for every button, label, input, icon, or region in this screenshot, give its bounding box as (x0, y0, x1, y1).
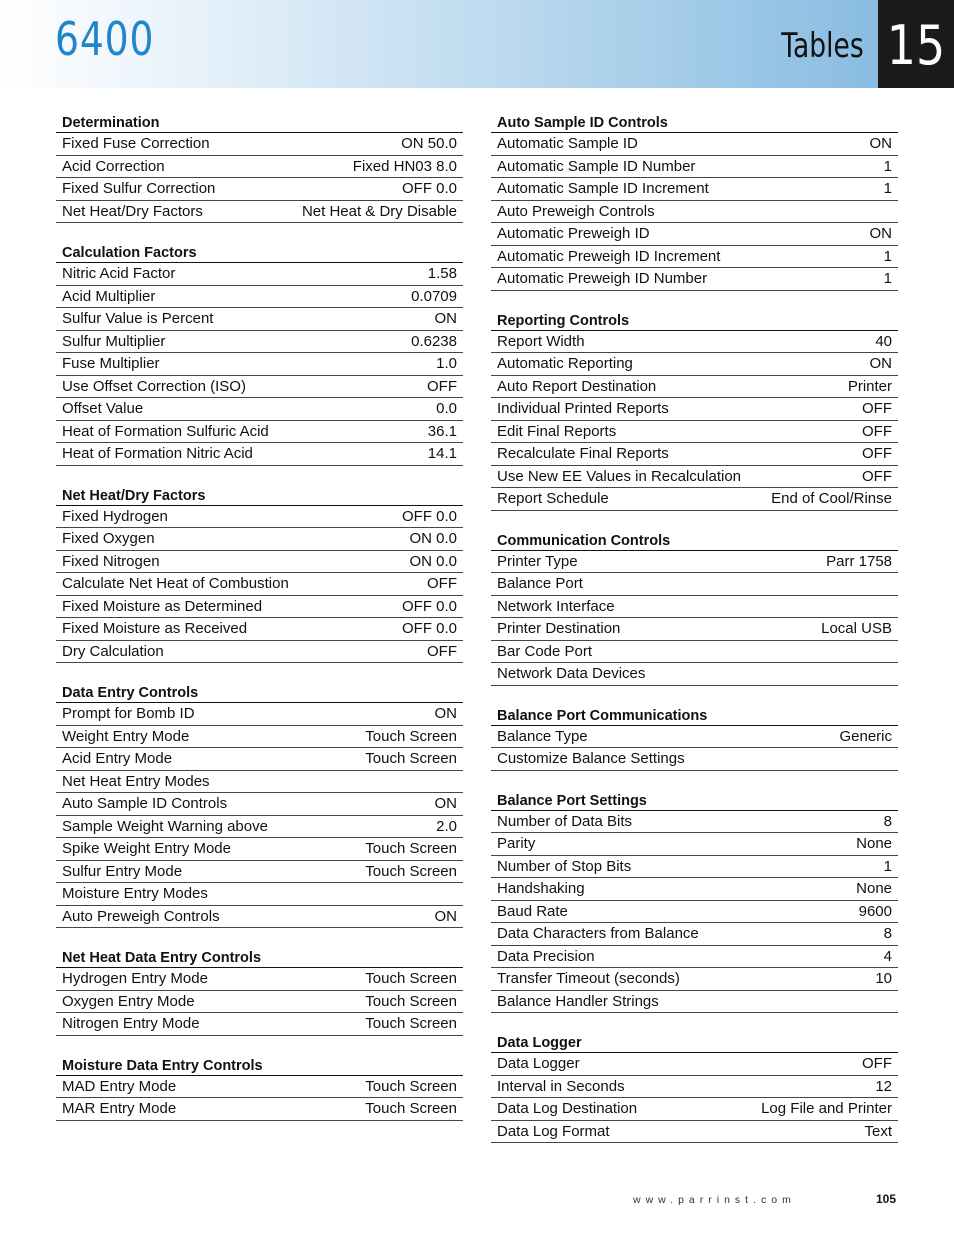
setting-value: Touch Screen (365, 1015, 457, 1033)
table-row (56, 618, 463, 641)
table-row (56, 703, 463, 726)
table-row (56, 991, 463, 1014)
settings-table (491, 792, 898, 1014)
table-title: Net Heat/Dry Factors (56, 487, 463, 506)
page-header (0, 0, 954, 88)
setting-value: OFF (427, 575, 457, 593)
setting-value: 0.0709 (411, 287, 457, 305)
setting-value: 8 (883, 925, 892, 943)
setting-value: Text (864, 1122, 892, 1140)
setting-value: None (856, 835, 892, 853)
setting-label: Automatic Sample ID (497, 135, 638, 153)
table-row (56, 748, 463, 771)
setting-label: Auto Preweigh Controls (62, 907, 220, 925)
setting-label: Network Data Devices (497, 665, 646, 683)
setting-label: Fixed Moisture as Received (62, 620, 248, 638)
setting-label: Automatic Sample ID Increment (497, 180, 709, 198)
model-number: 6400 (55, 12, 155, 66)
setting-value: 1 (883, 857, 892, 875)
setting-label: Net Heat/Dry Factors (62, 202, 203, 220)
setting-value: 0.6238 (411, 332, 457, 350)
page-number: 105 (876, 1192, 897, 1206)
setting-label: Nitric Acid Factor (62, 265, 176, 283)
setting-value: OFF (427, 377, 457, 395)
table-row (56, 1013, 463, 1036)
setting-value: ON (434, 795, 457, 813)
settings-table (56, 114, 463, 223)
settings-table (491, 532, 898, 686)
table-title: Balance Port Communications (491, 707, 898, 726)
setting-value: ON (434, 907, 457, 925)
table-row (56, 286, 463, 309)
setting-label: Use Offset Correction (ISO) (62, 377, 246, 395)
table-row (56, 968, 463, 991)
setting-label: Data Logger (497, 1055, 580, 1073)
setting-label: Network Interface (497, 597, 615, 615)
setting-value: 1 (883, 270, 892, 288)
setting-value: ON (869, 135, 892, 153)
setting-value: 1 (883, 180, 892, 198)
table-row (491, 726, 898, 749)
setting-label: Offset Value (62, 400, 144, 418)
setting-value: ON 0.0 (409, 530, 457, 548)
table-row (56, 641, 463, 664)
table-row (491, 466, 898, 489)
setting-label: Fixed Hydrogen (62, 507, 168, 525)
setting-value: Touch Screen (365, 727, 457, 745)
setting-value: 10 (875, 970, 892, 988)
setting-value: Net Heat & Dry Disable (301, 202, 457, 220)
setting-value: OFF (862, 1055, 892, 1073)
setting-label: Bar Code Port (497, 642, 593, 660)
table-row (56, 528, 463, 551)
setting-label: Acid Entry Mode (62, 750, 173, 768)
table-row (56, 551, 463, 574)
setting-value: ON (869, 225, 892, 243)
setting-value: Touch Screen (365, 750, 457, 768)
settings-table (56, 949, 463, 1036)
settings-table (491, 1034, 898, 1143)
settings-table (491, 707, 898, 771)
setting-label: Report Schedule (497, 490, 609, 508)
setting-value: Generic (839, 727, 892, 745)
table-row (56, 133, 463, 156)
table-row (56, 1098, 463, 1121)
table-row (56, 263, 463, 286)
table-row (491, 133, 898, 156)
setting-label: Number of Data Bits (497, 812, 633, 830)
setting-label: Net Heat Entry Modes (62, 772, 210, 790)
setting-label: MAD Entry Mode (62, 1077, 177, 1095)
table-row (491, 663, 898, 686)
settings-table (56, 487, 463, 664)
setting-value: 12 (875, 1077, 892, 1095)
setting-value: ON 0.0 (409, 552, 457, 570)
table-row (491, 878, 898, 901)
table-title: Reporting Controls (491, 312, 898, 331)
setting-label: Edit Final Reports (497, 422, 617, 440)
table-row (56, 596, 463, 619)
table-row (491, 991, 898, 1014)
table-row (56, 573, 463, 596)
table-row (491, 353, 898, 376)
table-row (491, 641, 898, 664)
chapter-number: 15 (886, 14, 946, 77)
table-row (491, 376, 898, 399)
table-row (491, 488, 898, 511)
setting-label: Oxygen Entry Mode (62, 992, 195, 1010)
table-row (56, 883, 463, 906)
setting-label: Auto Preweigh Controls (497, 202, 655, 220)
table-row (491, 1098, 898, 1121)
setting-label: Baud Rate (497, 902, 568, 920)
table-row (56, 376, 463, 399)
setting-label: Customize Balance Settings (497, 750, 685, 768)
setting-label: Sulfur Multiplier (62, 332, 166, 350)
setting-label: Balance Port (497, 575, 583, 593)
setting-value: Touch Screen (365, 1077, 457, 1095)
setting-value: Printer (847, 377, 892, 395)
table-row (491, 1121, 898, 1144)
setting-value: 1.0 (436, 355, 457, 373)
setting-label: Fixed Moisture as Determined (62, 597, 263, 615)
settings-table (56, 244, 463, 466)
setting-value: Touch Screen (365, 1100, 457, 1118)
setting-value: OFF 0.0 (401, 507, 457, 525)
table-row (491, 923, 898, 946)
setting-label: MAR Entry Mode (62, 1100, 177, 1118)
table-row (56, 861, 463, 884)
setting-label: Hydrogen Entry Mode (62, 970, 208, 988)
setting-value: Touch Screen (365, 840, 457, 858)
table-row (491, 618, 898, 641)
table-title: Communication Controls (491, 532, 898, 551)
right-column (491, 114, 898, 1164)
setting-value: None (856, 880, 892, 898)
table-title: Determination (56, 114, 463, 133)
setting-label: Prompt for Bomb ID (62, 705, 195, 723)
setting-label: Use New EE Values in Recalculation (497, 467, 742, 485)
setting-value: 1.58 (427, 265, 457, 283)
setting-label: Fixed Sulfur Correction (62, 180, 216, 198)
table-row (491, 968, 898, 991)
table-row (56, 398, 463, 421)
setting-label: Data Precision (497, 947, 595, 965)
setting-value: 9600 (858, 902, 892, 920)
table-row (491, 573, 898, 596)
setting-value: Log File and Printer (761, 1100, 892, 1118)
setting-value: OFF (862, 467, 892, 485)
setting-label: Handshaking (497, 880, 585, 898)
setting-value: 40 (875, 332, 892, 350)
setting-value: 1 (883, 157, 892, 175)
table-row (491, 1053, 898, 1076)
setting-label: Fuse Multiplier (62, 355, 160, 373)
settings-table (491, 114, 898, 291)
footer-url: www.parrinst.com (633, 1194, 796, 1206)
setting-label: Recalculate Final Reports (497, 445, 669, 463)
table-title: Moisture Data Entry Controls (56, 1057, 463, 1076)
table-row (56, 906, 463, 929)
setting-value: 14.1 (427, 445, 457, 463)
setting-label: Printer Type (497, 552, 578, 570)
setting-value: OFF (427, 642, 457, 660)
table-row (56, 201, 463, 224)
left-column (56, 114, 463, 1142)
table-row (56, 771, 463, 794)
setting-label: Balance Type (497, 727, 588, 745)
setting-value: ON (434, 310, 457, 328)
table-title: Auto Sample ID Controls (491, 114, 898, 133)
setting-value: ON 50.0 (401, 135, 457, 153)
setting-label: Automatic Preweigh ID Number (497, 270, 708, 288)
setting-label: Automatic Sample ID Number (497, 157, 696, 175)
table-title: Net Heat Data Entry Controls (56, 949, 463, 968)
setting-label: Balance Handler Strings (497, 992, 659, 1010)
table-row (56, 838, 463, 861)
table-row (491, 223, 898, 246)
setting-label: Individual Printed Reports (497, 400, 669, 418)
table-row (491, 246, 898, 269)
setting-value: ON (434, 705, 457, 723)
table-row (491, 178, 898, 201)
setting-label: Auto Report Destination (497, 377, 657, 395)
table-row (491, 811, 898, 834)
setting-label: Report Width (497, 332, 585, 350)
table-row (491, 901, 898, 924)
table-row (56, 793, 463, 816)
setting-value: OFF (862, 445, 892, 463)
setting-value: 2.0 (436, 817, 457, 835)
setting-label: Sulfur Entry Mode (62, 862, 183, 880)
setting-value: OFF (862, 400, 892, 418)
table-row (491, 856, 898, 879)
table-row (56, 331, 463, 354)
table-title: Balance Port Settings (491, 792, 898, 811)
setting-value: OFF (862, 422, 892, 440)
setting-label: Interval in Seconds (497, 1077, 625, 1095)
setting-label: Number of Stop Bits (497, 857, 632, 875)
settings-table (491, 312, 898, 511)
setting-label: Auto Sample ID Controls (62, 795, 228, 813)
setting-label: Dry Calculation (62, 642, 164, 660)
table-row (491, 156, 898, 179)
table-row (56, 726, 463, 749)
table-title: Data Entry Controls (56, 684, 463, 703)
setting-label: Weight Entry Mode (62, 727, 190, 745)
setting-label: Automatic Reporting (497, 355, 633, 373)
setting-label: Sulfur Value is Percent (62, 310, 214, 328)
setting-label: Transfer Timeout (seconds) (497, 970, 680, 988)
table-row (491, 833, 898, 856)
setting-label: Data Log Destination (497, 1100, 638, 1118)
setting-value: 8 (883, 812, 892, 830)
setting-value: OFF 0.0 (401, 180, 457, 198)
settings-table (56, 1057, 463, 1121)
setting-value: Touch Screen (365, 992, 457, 1010)
setting-value: OFF 0.0 (401, 597, 457, 615)
setting-value: ON (869, 355, 892, 373)
setting-value: 0.0 (436, 400, 457, 418)
table-row (56, 816, 463, 839)
setting-label: Nitrogen Entry Mode (62, 1015, 200, 1033)
table-row (491, 1076, 898, 1099)
setting-value: Parr 1758 (826, 552, 892, 570)
chapter-tab (878, 0, 954, 88)
setting-label: Acid Multiplier (62, 287, 156, 305)
setting-label: Fixed Nitrogen (62, 552, 160, 570)
setting-value: 1 (883, 247, 892, 265)
table-row (491, 268, 898, 291)
table-row (56, 156, 463, 179)
table-row (56, 506, 463, 529)
table-row (491, 596, 898, 619)
setting-value: Touch Screen (365, 970, 457, 988)
setting-label: Heat of Formation Sulfuric Acid (62, 422, 269, 440)
table-title: Data Logger (491, 1034, 898, 1053)
settings-table (56, 684, 463, 928)
setting-value: 4 (883, 947, 892, 965)
setting-value: Fixed HN03 8.0 (352, 157, 457, 175)
setting-value: End of Cool/Rinse (771, 490, 892, 508)
setting-label: Calculate Net Heat of Combustion (62, 575, 289, 593)
table-row (491, 398, 898, 421)
setting-label: Printer Destination (497, 620, 621, 638)
setting-label: Spike Weight Entry Mode (62, 840, 231, 858)
setting-label: Data Log Format (497, 1122, 610, 1140)
table-row (56, 353, 463, 376)
table-row (56, 443, 463, 466)
table-row (56, 178, 463, 201)
setting-label: Automatic Preweigh ID (497, 225, 650, 243)
table-row (491, 551, 898, 574)
setting-label: Automatic Preweigh ID Increment (497, 247, 721, 265)
table-row (56, 1076, 463, 1099)
table-row (491, 748, 898, 771)
setting-value: Touch Screen (365, 862, 457, 880)
setting-label: Heat of Formation Nitric Acid (62, 445, 253, 463)
setting-label: Moisture Entry Modes (62, 885, 208, 903)
table-row (491, 946, 898, 969)
setting-value: OFF 0.0 (401, 620, 457, 638)
setting-value: Local USB (821, 620, 892, 638)
setting-label: Parity (497, 835, 536, 853)
setting-value: 36.1 (427, 422, 457, 440)
table-row (56, 308, 463, 331)
setting-label: Fixed Oxygen (62, 530, 155, 548)
chapter-title: Tables (781, 26, 864, 66)
setting-label: Acid Correction (62, 157, 165, 175)
setting-label: Data Characters from Balance (497, 925, 699, 943)
table-row (491, 331, 898, 354)
table-row (491, 421, 898, 444)
table-row (56, 421, 463, 444)
setting-label: Sample Weight Warning above (62, 817, 268, 835)
setting-label: Fixed Fuse Correction (62, 135, 210, 153)
table-row (491, 201, 898, 224)
table-row (491, 443, 898, 466)
table-title: Calculation Factors (56, 244, 463, 263)
